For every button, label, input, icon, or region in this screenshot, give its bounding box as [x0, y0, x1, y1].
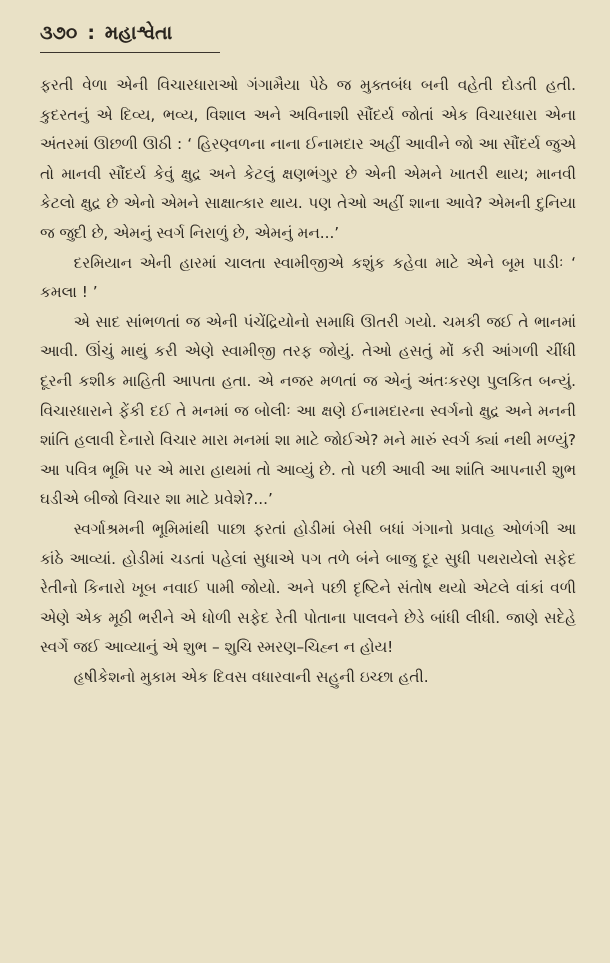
- paragraph-5: હૃષીકેશનો મુકામ એક દિવસ વધારવાની સહુની ઇચ્છા હતી.: [73, 667, 429, 686]
- paragraph-2: દરમિયાન એની હારમાં ચાલતા સ્વામીજીએ કશુંક કહેવા માટે એને બૂમ પાડીઃ ‘ કમલા ! ’: [40, 253, 576, 302]
- book-title: મહાશ્વેતા: [104, 22, 173, 44]
- body-text: [40, 71, 576, 692]
- running-header: [40, 18, 576, 48]
- paragraph-4: સ્વર્ગાશ્રમની ભૂમિમાંથી પાછા ફરતાં હોડીમાં બેસી બધાં ગંગાનો પ્રવાહ ઓળંગી આ કાંઠે આવ્યાં. હોડીમાં ચડતાં પહેલાં સુધાએ પગ તળે બંને બાજુ દૂર સુધી પથરાયેલો સફેદ રેતીનો કિનારો ખૂબ નવાઈ પામી જોયો. અને પછી દૃષ્ટિને સંતોષ થયો એટલે વાંકાં વળી એણે એક મૂઠી ભરીને એ ધોળી સફેદ રેતી પોતાના પાલવને છેડે બાંધી લીધી. જાણે સદેહે સ્વર્ગે જઈ આવ્યાનું એ શુભ – શુચિ સ્મરણ–ચિહ્ન ન હોય!: [40, 519, 576, 657]
- paragraph-3: એ સાદ સાંભળતાં જ એની પંચેંદ્રિયોનો સમાધિ ઊતરી ગયો. ચમકી જઈ તે ભાનમાં આવી. ઊંચું માથું કરી એણે સ્વામીજી તરફ જોયું. તેઓ હસતું મોં કરી આંગળી ચીંધી દૂરની કશીક માહિતી આપતા હતા. એ નજર મળતાં જ એનું અંતઃકરણ પુલકિત બન્યું. વિચારધારાને ફેંકી દઈ તે મનમાં જ બોલીઃ આ ક્ષણે ઈનામદારના સ્વર્ગનો ક્ષુદ્ર અને મનની શાંતિ હલાવી દેનારો વિચાર મારા મનમાં શા માટે જોઈએ? મને મારું સ્વર્ગ ક્યાં નથી મળ્યું? આ પવિત્ર ભૂમિ પર એ મારા હાથમાં તો આવ્યું છે. તો પછી આવી આ શાંતિ આપનારી શુભ ઘડીએ બીજો વિચાર શા માટે પ્રવેશે?...’: [40, 312, 576, 509]
- header-rule: [40, 52, 220, 53]
- page-number: ૩૭૦: [40, 22, 78, 44]
- header-separator: :: [87, 22, 95, 44]
- paragraph-1: ફરતી વેળા એની વિચારધારાઓ ગંગામૈયા પેઠે જ મુક્તબંધ બની વહેતી દોડતી હતી. કુદરતનું એ દિવ્ય, ભવ્ય, વિશાલ અને અવિનાશી સૌંદર્ય જોતાં એક વિચારધારા એના અંતરમાં ઊછળી ઊઠી : ‘ હિરણ્વળના નાના ઈનામદાર અહીં આવીને જો આ સૌંદર્ય જુએ તો માનવી સૌંદર્ય કેવું ક્ષુદ્ર અને કેટલું ક્ષણભંગુર છે એની એમને ખાતરી થાય; માનવી કેટલો ક્ષુદ્ર છે એનો એમને સાક્ષાત્કાર થાય. પણ તેઓ અહીં શાના આવે? એમની દુનિયા જ જુદી છે, એમનું સ્વર્ગ નિરાળું છે, એમનું મન...’: [40, 76, 576, 242]
